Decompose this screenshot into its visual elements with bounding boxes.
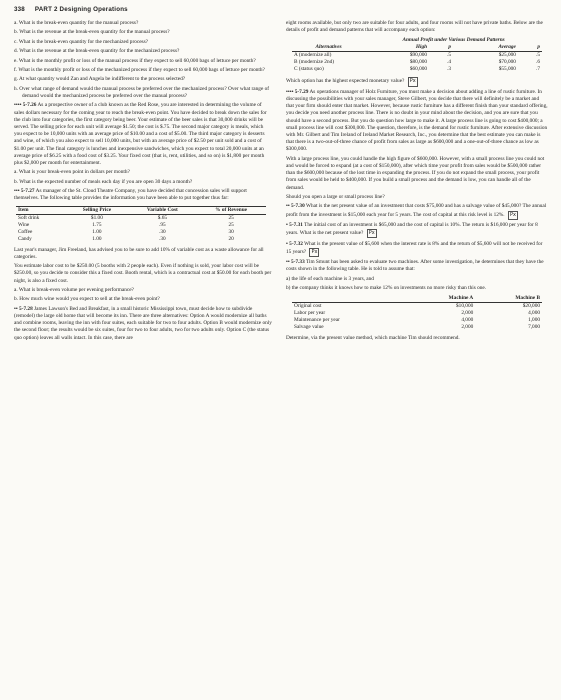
table-cell: $25,000 — [498, 52, 516, 59]
question-item: e. What is the monthly profit or loss of the manual process if they expect to sell 60,000 bags of lettuce per month? — [14, 57, 256, 64]
problem-29 — [286, 89, 548, 154]
problem-27 — [14, 188, 272, 202]
table-cell: $70,000 — [498, 59, 516, 66]
problem-number: •• 5-7.28 — [14, 305, 33, 312]
problem-text: As manager of the St. Cloud Theatre Company, you have decided that concession sales will support themselves. The following table provides the information you have been able to put together thus far: — [14, 188, 247, 202]
closing-text: Determine, via the present value method, which machine Tim should recommend. — [286, 335, 460, 342]
column-header: Item — [16, 206, 65, 214]
column-header: Variable Cost — [128, 206, 196, 214]
table-cell: 20 — [228, 235, 234, 242]
table-row — [292, 303, 542, 311]
problem-27-items — [14, 287, 272, 304]
problem-number: •• 5-7.33 — [286, 259, 305, 266]
problem-number: •••• 5-7.26 — [14, 102, 37, 109]
question-item: b. What is the expected number of meals each day if you are open 30 days a month? — [14, 178, 193, 185]
top-question-list — [14, 20, 272, 100]
table-cell: Candy — [18, 235, 32, 242]
table-cell: 30 — [228, 228, 234, 235]
table-cell: .30 — [159, 235, 166, 242]
problem-number: •• 5-7.30 — [286, 203, 305, 210]
table-row — [16, 229, 266, 236]
problem-29-question: Should you open a large or small process line? — [286, 194, 385, 201]
table-cell: 1.00 — [92, 228, 102, 235]
table-cell: .5 — [536, 52, 540, 59]
table-row — [16, 214, 266, 222]
problem-text: James Lawson's Bed and Breakfast, in a small historic Mississippi town, must decide how to subdivide (remodel) the large old home that will become its inn. There are three alternatives: Option A would modernize all baths and combine rooms, leaving the inn with four suites, each suitable for two to four adults. Option B would modernize only the second floor; the results would be six suites, four for two to four adults, two for two adults only. Option C (the status quo option) leaves all walls intact. In this case, there are — [14, 305, 272, 341]
table-cell: 1,000 — [528, 317, 540, 324]
question-item: b. What is the revenue at the break-even quantity for the manual process? — [14, 29, 170, 36]
table-cell: Original cost — [294, 303, 322, 310]
problem-text: What is the net present value of an investment that costs $75,000 and has a salvage value of $45,000? The annual profit from the investment is $15,000 each year for 5 years. The cost of capital at this risk level is 12%. — [286, 203, 547, 218]
table-cell: B (modernize 2nd) — [294, 59, 335, 66]
problem-28 — [14, 306, 272, 342]
left-column — [14, 20, 272, 344]
table-cell: 2,000 — [461, 310, 474, 317]
table-cell: 4,000 — [528, 310, 540, 317]
table-cell: Soft drink — [18, 214, 40, 221]
table-cell: .5 — [447, 52, 452, 59]
problem-29-text-2: With a large process line, you could handle the high figure of $600,000. However, with a small process line you could not and would be forced to expand (at a cost of $150,000), after which time your profit from sales would be $500,000 rather than the $600,000 because of the lost time in expanding the process. If you do not expand the small process, your profit from sales would be held to $400,000. If you build a small process and the demand is low, you can handle all of the demand. — [286, 155, 545, 191]
table-cell: 2,000 — [461, 324, 474, 331]
table-cell: 25 — [228, 214, 234, 221]
table-cell: Wine — [18, 221, 30, 228]
table-cell: .4 — [447, 59, 452, 66]
problem-30 — [286, 203, 548, 219]
page-number: 338 — [14, 6, 25, 13]
problem-26 — [14, 102, 272, 167]
table-cell: .6 — [536, 59, 540, 66]
column-header — [292, 295, 409, 303]
table-cell: $.65 — [157, 214, 167, 221]
problem-number: • 5-7.31 — [286, 222, 303, 228]
table-cell: Coffee — [18, 228, 33, 235]
column-header: Average — [453, 44, 518, 52]
px-icon: Px — [408, 77, 418, 86]
table-cell: $60,000 — [409, 66, 428, 73]
problem-text: Tim Smunt has been asked to evaluate two machines. After some investigation, he determines that they have the costs shown in the following table. He is told to assume that: — [286, 259, 544, 273]
table-cell: $20,000 — [522, 303, 540, 310]
table-cell: 1.75 — [92, 221, 102, 228]
question-item: a. What is break-even volume per evening performance? — [14, 286, 134, 293]
intro-text: eight rooms available, but only two are suitable for four adults, and four rooms will not have private baths. Below are the details of profit and demand patterns that will accompany each option: — [286, 20, 543, 34]
table-cell: 7,000 — [528, 324, 540, 331]
table-row — [292, 317, 542, 324]
table-row — [16, 222, 266, 229]
column-header: % of Revenue — [196, 206, 266, 214]
column-header: Alternatives — [292, 44, 365, 52]
part-title: PART 2 Designing Operations — [34, 6, 128, 13]
question-item: c. What is the break-even quantity for the mechanized process? — [14, 38, 149, 45]
page-header — [14, 6, 128, 13]
table-row — [292, 324, 542, 331]
table-cell: Maintenance per year — [294, 317, 340, 324]
table-row — [16, 236, 266, 243]
column-header: p — [518, 44, 542, 52]
problem-text: What is the present value of $5,600 when the interest rate is 8% and the return of $5,600 will not be received for 15 years? — [286, 240, 543, 255]
question-item: g. At what quantity would Zan and Angela be indifferent to the process selected? — [14, 76, 186, 83]
problem-32 — [286, 241, 548, 257]
table-cell: .95 — [159, 221, 166, 228]
column-header: Selling Price — [65, 206, 128, 214]
problem-33 — [286, 259, 548, 273]
table-cell: .7 — [536, 66, 540, 73]
table-cell: $55,000 — [498, 66, 516, 73]
problem-33-items — [286, 276, 548, 293]
question-item: a. What is the break-even quantity for the manual process? — [14, 20, 139, 26]
px-icon: Px — [309, 248, 319, 257]
profit-demand-table — [292, 37, 542, 73]
px-icon: Px — [508, 211, 518, 220]
table-cell: C (status quo) — [294, 66, 324, 73]
problem-text: The initial cost of an investment is $65,000 and the cost of capital is 10%. The return is $16,000 per year for 8 years. What is the net present value? — [286, 222, 538, 237]
column-header: High — [365, 44, 429, 52]
table-cell: $10,000 — [456, 303, 474, 310]
table-cell: 4,000 — [461, 317, 474, 324]
question-item: h. Over what range of demand would the manual process be preferred over the mechanized process? Over what range of demand would the mechanized process be preferred over the manual process? — [14, 85, 270, 99]
px-icon: Px — [367, 229, 377, 238]
table-cell: .3 — [447, 66, 452, 73]
table-cell: 25 — [228, 221, 234, 228]
column-header: Machine B — [475, 295, 542, 303]
question-item: d. What is the revenue at the break-even quantity for the mechanized process? — [14, 48, 180, 55]
question-item: a. What is your break-even point in dollars per month? — [14, 169, 130, 176]
concession-table — [16, 206, 266, 243]
table-cell: $80,000 — [409, 59, 428, 66]
table-row — [292, 66, 542, 73]
labor-cost-text: You estimate labor cost to be $250.00 (5 booths with 2 people each). Even if nothing is sold, your labor cost will be $250.00, so you decide to consider this a fixed cost. Booth rental, which is a contractual cost at $50.00 for each booth per night, is also a fixed cost. — [14, 263, 272, 284]
machine-cost-table — [292, 295, 542, 331]
problem-number: • 5-7.32 — [286, 240, 303, 247]
right-column — [286, 20, 548, 345]
table-title: Annual Profit under Various Demand Patterns — [402, 37, 505, 44]
table-header-row — [292, 44, 542, 52]
table-cell: Salvage value — [294, 324, 324, 331]
table-row — [292, 310, 542, 317]
table-header-row — [292, 295, 542, 303]
problem-31 — [286, 222, 548, 238]
table-cell: .30 — [159, 228, 166, 235]
table-header-row — [16, 206, 266, 214]
problem-number: ••• 5-7.27 — [14, 188, 35, 195]
question-emv: Which option has the highest expected monetary value? Px — [286, 77, 548, 86]
table-cell: $90,000 — [409, 52, 428, 59]
table-cell: $1.00 — [90, 214, 103, 221]
table-cell: 1.00 — [92, 235, 102, 242]
question-item: f. What is the monthly profit or loss of the mechanized process if they expect to sell 60,000 bags of lettuce per month? — [14, 66, 265, 73]
column-header: p — [429, 44, 453, 52]
waste-allowance-text: Last year's manager, Jim Freeland, has advised you to be sure to add 10% of variable cost as a waste allowance for all categories. — [14, 246, 264, 260]
table-cell: A (modernize all) — [294, 52, 332, 59]
column-header: Machine A — [409, 295, 476, 303]
problem-text: As operations manager of Holz Furniture, you must make a decision about adding a line of rustic furniture. In discussing the possibilities with your sales manager, Steve Gilbert, you decide that there will definitely be a market and that your firm should enter that market. However, because rustic furniture has a different finish than your standard offering, you decide you need another process line. There is no doubt in your mind about the decision, and you are sure that you should have a second process. But you do question how large to make it. A large process line is going to cost $400,000; a small process line will cost $300,000. The question, therefore, is the demand for rustic furniture. After extensive discussion with Mr. Gilbert and Tim Ireland of Ireland Market Research, Inc., you determine that the best estimate you can make is that there is a two-out-of-three chance of profit from sales as large as $600,000 and a one-out-of-three chance as low as $300,000. — [286, 88, 548, 153]
question-item: b. How much wine would you expect to sell at the break-even point? — [14, 296, 160, 303]
table-cell: Labor per year — [294, 310, 326, 317]
problem-26-items — [14, 169, 272, 186]
question-item: b) the company thinks it knows how to make 12% on investments no more risky than this one. — [286, 285, 487, 292]
problem-number: •••• 5-7.29 — [286, 88, 309, 95]
question-item: a) the life of each machine is 3 years, and — [286, 275, 374, 282]
problem-text: As a prospective owner of a club known as the Red Rose, you are interested in determining the volume of sales dollars necessary for the coming year to reach the break-even point. You have decided to break down the sales for the club into four categories, the first category being beer. Your estimate of the beer sales is that 30,000 drinks will be served. The selling price for each unit will average $1.50; the cost is $.75. The second major category is meals, which you expect to be 10,000 units with an average price of $10.00 and a cost of $5.00. The third major category is desserts and wine, of which you also expect to sell 10,000 units, but with an average price of $2.50 per unit sold and a cost of $1.00 per unit. The final category is lunches and inexpensive sandwiches, which you expect to total 20,000 units at an average price of $6.25 with a food cost of $3.25. Your fixed cost (that is, rent, utilities, and so on) is $1,800 per month plus $2,000 per month for entertainment. — [14, 102, 267, 166]
